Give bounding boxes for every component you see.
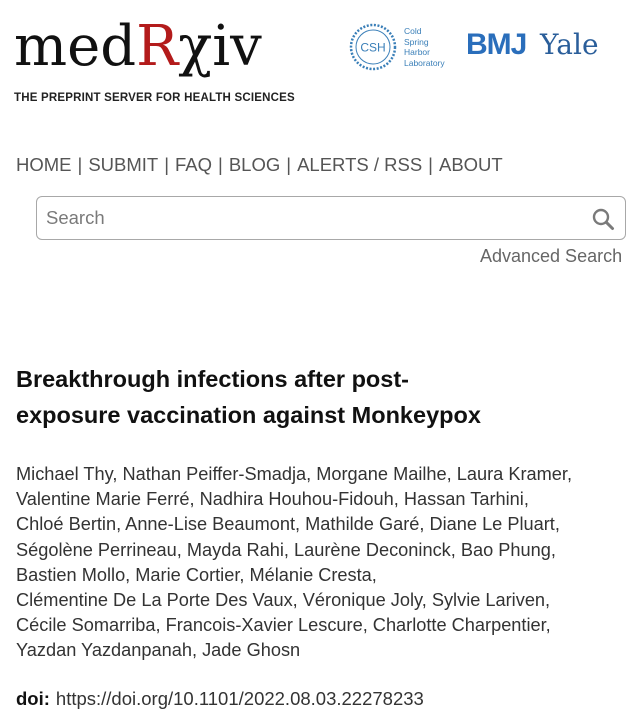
site-header [0, 0, 640, 120]
author-line: Valentine Marie Ferré, Nadhira Houhou-Fidouh, Hassan Tarhini, [16, 489, 529, 510]
advanced-search-link[interactable]: Advanced Search [480, 246, 623, 266]
nav-faq[interactable]: FAQ [175, 154, 213, 175]
search-bar [36, 196, 626, 240]
author-line: Michael Thy, Nathan Peiffer-Smadja, Morgane Mailhe, Laura Kramer, [16, 464, 572, 484]
csh-wordmark[interactable]: Cold Spring Harbor Laboratory [404, 26, 445, 68]
nav-blog[interactable]: BLOG [228, 154, 281, 175]
author-line: Yazdan Yazdanpanah, Jade Ghosn [16, 640, 301, 661]
nav-separator: | [286, 154, 292, 175]
article-title-line: exposure vaccination against Monkeypox [16, 402, 481, 428]
site-tagline: THE PREPRINT SERVER FOR HEALTH SCIENCES [14, 92, 295, 104]
medrxiv-logo[interactable]: medRχiv [14, 14, 262, 79]
author-line: Chloé Bertin, Anne-Lise Beaumont, Mathilde Garé, Diane Le Pluart, [16, 514, 560, 535]
author-line: Clémentine De La Porte Des Vaux, Véronique Joly, Sylvie Lariven, [16, 590, 551, 611]
nav-separator: | [164, 154, 170, 175]
nav-separator: | [428, 154, 433, 175]
author-line: Bastien Mollo, Marie Cortier, Mélanie Cresta, [16, 564, 377, 585]
author-list [16, 462, 636, 664]
search-input[interactable] [46, 205, 566, 231]
nav-about[interactable]: ABOUT [438, 154, 503, 175]
article-title [16, 361, 616, 433]
article-title-line: Breakthrough infections after post- [16, 366, 410, 392]
nav-separator: | [77, 154, 83, 175]
main-nav [16, 154, 503, 176]
author-line: Ségolène Perrineau, Mayda Rahi, Laurène Deconinck, Bao Phung, [16, 539, 556, 560]
doi-row [16, 688, 424, 710]
svg-text:CSH: CSH [360, 40, 386, 55]
nav-alerts-rss[interactable]: ALERTS / RSS [297, 154, 423, 175]
doi-link[interactable]: https://doi.org/10.1101/2022.08.03.22278233 [55, 688, 424, 709]
bmj-logo[interactable]: BMJ [466, 28, 527, 61]
nav-submit[interactable]: SUBMIT [88, 154, 159, 175]
nav-home[interactable]: HOME [16, 154, 72, 175]
doi-label: doi: [16, 688, 50, 709]
yale-logo[interactable]: Yale [540, 28, 599, 61]
nav-separator: | [218, 154, 223, 175]
search-icon[interactable] [591, 207, 615, 231]
csh-logo-icon[interactable] [348, 22, 398, 72]
author-line: Cécile Somarriba, Francois-Xavier Lescure, Charlotte Charpentier, [16, 615, 551, 636]
